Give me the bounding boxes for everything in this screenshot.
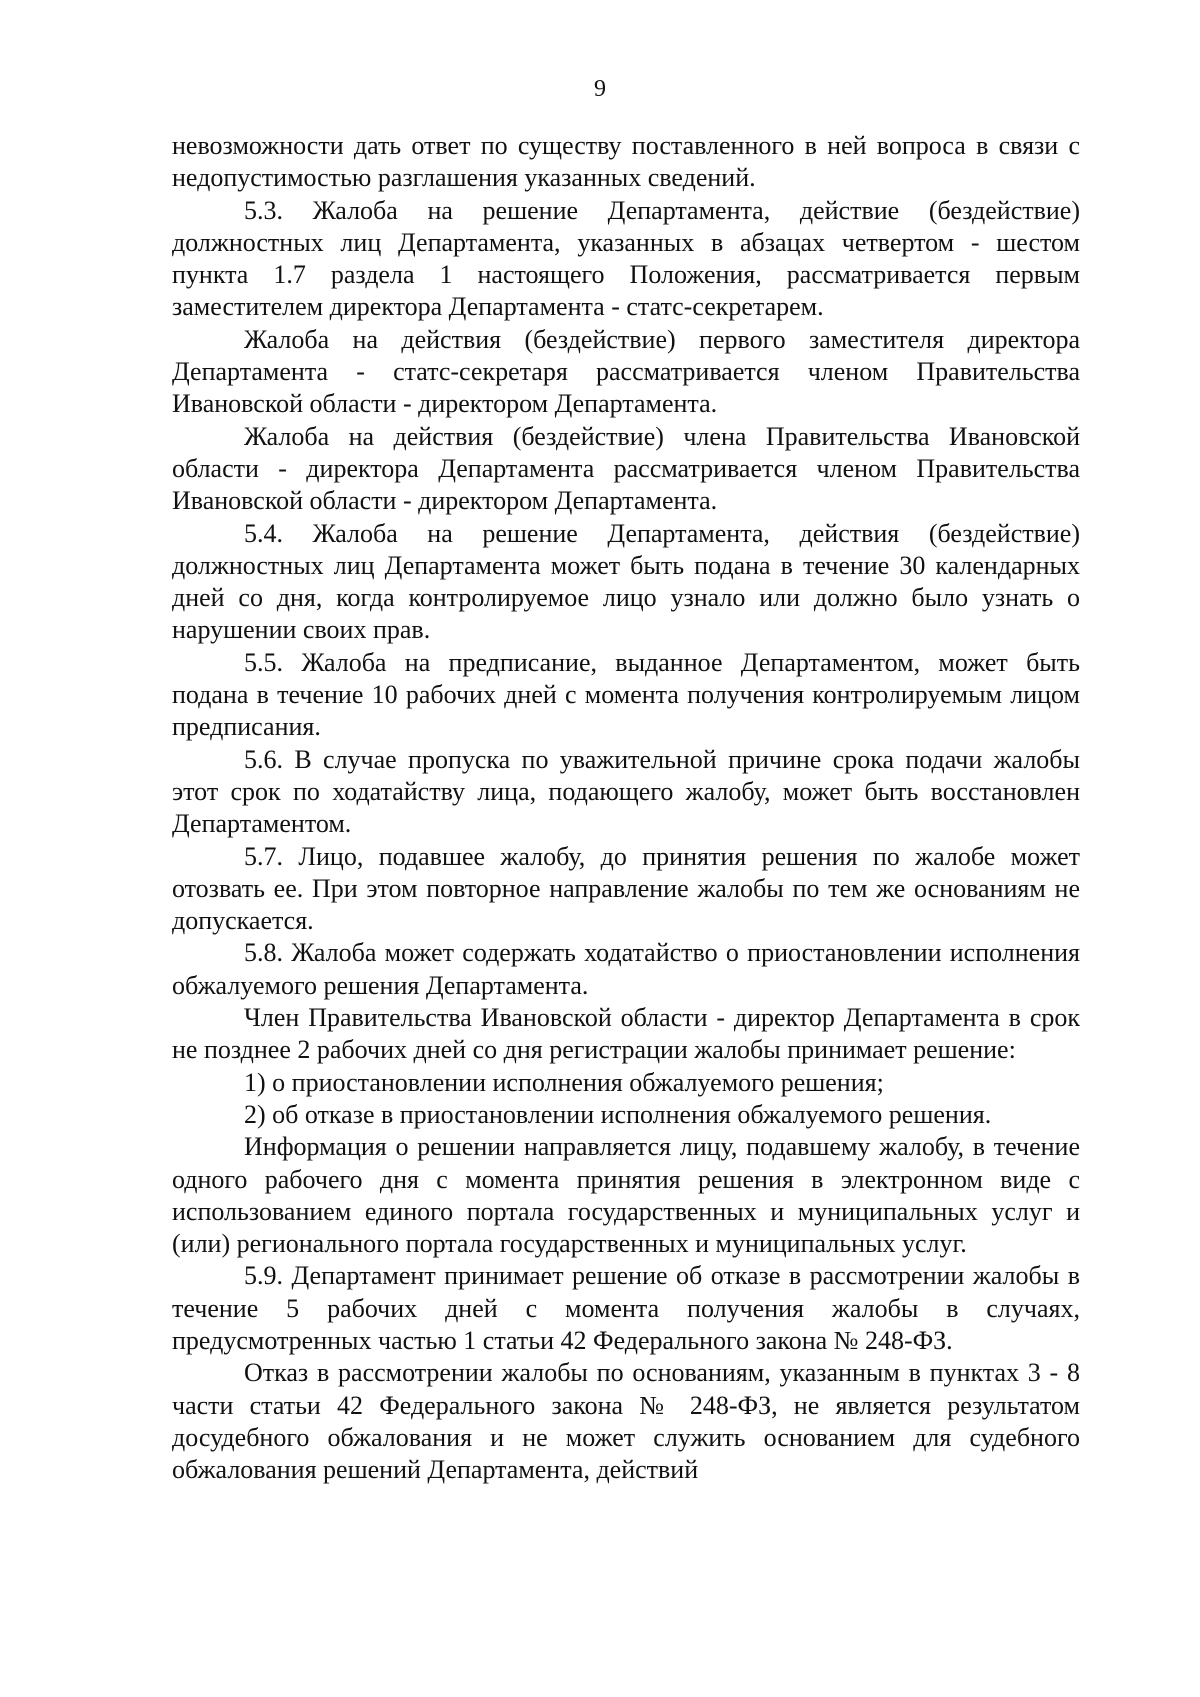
list-item-2: 2) об отказе в приостановлении исполнения обжалуемого решения. (244, 1099, 992, 1129)
paragraph-8: 5.7. Лицо, подавшее жалобу, до принятия решения по жалобе может отозвать ее. При этом повторное направление жалобы по тем же основаниям не допускается. (172, 841, 1080, 936)
paragraph-2: 5.3. Жалоба на решение Департамента, действие (бездействие) должностных лиц Департамента, указанных в абзацах четвертом - шестом пункта 1.7 раздела 1 настоящего Положения, рассматривается первым заместителем директора Департамента - статс-секретарем. (172, 195, 1080, 322)
paragraph-5: 5.4. Жалоба на решение Департамента, действия (бездействие) должностных лиц Департамента может быть подана в течение 30 календарных дней со дня, когда контролируемое лицо узнало или должно было узнать о нарушении своих прав. (172, 518, 1080, 645)
paragraph-1: невозможности дать ответ по существу поставленного в ней вопроса в связи с недопустимостью разглашения указанных сведений. (172, 131, 1080, 193)
page-number: 9 (594, 76, 606, 102)
paragraph-10: Член Правительства Ивановской области - директор Департамента в срок не позднее 2 рабочих дней со дня регистрации жалобы принимает решение: (172, 1003, 1080, 1065)
paragraph-11: Информация о решении направляется лицу, подавшему жалобу, в течение одного рабочего дня с момента принятия решения в электронном виде с использованием единого портала государственных и муниципальных услуг и (или) регионального портала государственных и муниципальных услуг. (172, 1132, 1080, 1259)
paragraph-6: 5.5. Жалоба на предписание, выданное Департаментом, может быть подана в течение 10 рабочих дней с момента получения контролируемым лицом предписания. (172, 647, 1080, 742)
paragraph-7: 5.6. В случае пропуска по уважительной причине срока подачи жалобы этот срок по ходатайству лица, подающего жалобу, может быть восстановлен Департаментом. (172, 744, 1080, 839)
document-body (172, 130, 1080, 1486)
paragraph-3: Жалоба на действия (бездействие) первого заместителя директора Департамента - статс-секретаря рассматривается членом Правительства Ивановской области - директором Департамента. (172, 324, 1080, 419)
paragraph-9: 5.8. Жалоба может содержать ходатайство о приостановлении исполнения обжалуемого решения Департамента. (172, 938, 1080, 1000)
list-item-1: 1) о приостановлении исполнения обжалуемого решения; (244, 1067, 884, 1097)
paragraph-12: 5.9. Департамент принимает решение об отказе в рассмотрении жалобы в течение 5 рабочих дней с момента получения жалобы в случаях, предусмотренных частью 1 статьи 42 Федерального закона № 248-ФЗ. (172, 1261, 1080, 1355)
paragraph-4: Жалоба на действия (бездействие) члена Правительства Ивановской области - директора Департамента рассматривается членом Правительства Ивановской области - директором Департамента. (172, 421, 1080, 516)
paragraph-13: Отказ в рассмотрении жалобы по основаниям, указанным в пунктах 3 - 8 части статьи 42 Федерального закона № 248-ФЗ, не является результатом досудебного обжалования и не может служить основанием для судебного обжалования решений Департамента, действий (172, 1358, 1080, 1485)
